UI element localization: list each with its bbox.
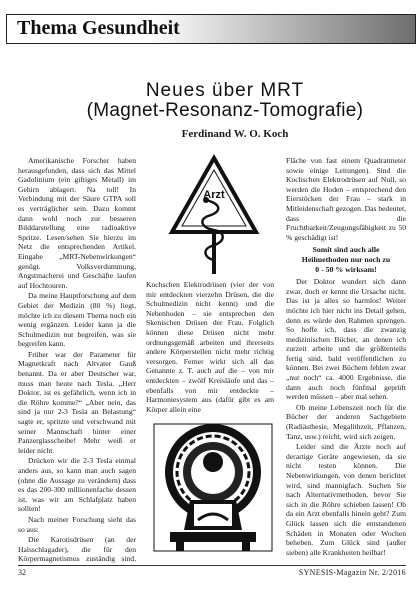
subheading-line: Heilmethoden nur noch zu xyxy=(301,254,391,264)
text-column-2 xyxy=(146,280,274,418)
page-number: 32 xyxy=(18,568,26,577)
mri-scanner-illustration xyxy=(150,420,276,555)
subheading-line: 0 - 50 % wirksam! xyxy=(315,264,377,274)
magazine-issue: SYNESIS-Magazin Nr. 2/2016 xyxy=(298,568,406,577)
paragraph: Nach meiner Forschung sieht das so aus: xyxy=(18,514,136,534)
patient-head-icon xyxy=(203,452,223,472)
paragraph: Amerikanische Forscher haben herausgefunden, dass sich das Mittel Gadolinium (ein giftiges Metall) im Gehirn ablagert. Na toll! In Verbindung mit der Säure GTPA soll es verträglicher sein. Dazu kommt dann wohl noch zur besseren Bilddarstellung eine radioaktive Spritze. Lesen/sehen Sie hierzu im Netz die entsprechenden Artikel. Eingabe „MRT-Nebenwirkungen“ genügt. Volksverdummung, Angstmacherei und Geschäfte laufen auf Hochtouren. xyxy=(18,156,136,290)
section-title: Thema Gesundheit xyxy=(17,17,180,39)
subheading xyxy=(286,245,406,274)
text-column-1 xyxy=(18,156,136,564)
doctor-warning-sign-illustration xyxy=(168,150,260,276)
article-author: Ferdinand W. O. Koch xyxy=(181,128,289,140)
text-column-3 xyxy=(286,156,406,556)
paragraph: Drücken wir die 2-3 Tesla einmal anders aus, so kann man auch sagen (ohne die Aussage zu verändern) dass es das 200-300 millionenfache dessen ist, was wir am Schlafplatz haben sollten! xyxy=(18,456,136,514)
paragraph: Der Doktor wundert sich dann zwar, doch er kennt die Ursache nicht. Das ist ja alles so harmlos! Weiter möchte ich hier nicht ins Detail gehen, denn es würde den Rahmen sprengen. So hoffe ich, dass die zwanzig medizinischen Bücher, an denen ich zurzeit arbeite und die größtenteils fertig sind, bald veröffentlichen zu können. Bei zwei Büchern fehlen zwar „nur noch“ ca. 4000 Ergebnisse, die dann auch noch fünfmal geprüft werden müssen – aber mal sehen. xyxy=(286,277,406,402)
footer-divider xyxy=(18,565,406,566)
paragraph: Da meine Hauptforschung auf dem Gebiet der Medizin (80 %) liegt, möchte ich zu diesem Thema noch ein wenig ergänzen. Leider kann ja die Schulmedizin nur begreifen, was sie begreifen kann. xyxy=(18,291,136,349)
sign-post xyxy=(212,232,216,274)
paragraph: Fläche von fast einem Quadratmeter sowie einige Leitungen). Sind die Kochschen Elektrodrüsen auf Null, so werden die Hoden – entsprechend den Eierstöcken der Frau – stark in Mitleidenschaft gezogen. Das bedeutet, dass die Fruchtbarkeit/Zeugungsfähigkeit zu 50 % geschädigt ist! xyxy=(286,156,406,242)
article-title: Neues über MRT xyxy=(145,80,305,101)
paragraph: Ob meine Lebenszeit noch für die Bücher der anderen Sachgebiete (Radiästhesie, Megalithzeit, Pflanzen, Tanz, usw.) reicht, wird sich zeigen. xyxy=(286,402,406,441)
sign-label: Arzt xyxy=(203,189,225,201)
paragraph: Früher war der Parameter für Magnetkraft nach Altvater Gauß benannt. Da er aber Deutscher war, muss man heute nach Tesla. „Herr Doktor, ist es gefährlich, wenn ich in die Röhre komme?“ „Aber nein, das sind ja nur 2-3 Tesla an Belastung“ sagte er, spritzte und verschwand mit seiner Mannschaft hinter einer Panzerglasscheibe! Mehr weiß er leider nicht. xyxy=(18,349,136,455)
subheading-line: Somit sind auch alle xyxy=(312,245,380,255)
paragraph: Kochschen Elektrodrüsen (vier der von mir entdeckten vierzehn Drüsen, die die Schulmedizin nicht kennt) und die Nebenhoden – sie entsprechen den Skenischen Drüsen der Frau. Folglich können diese Drüsen nicht mehr ordnungsgemäß arbeiten und ihrerseits andere Körperstellen nicht mehr richtig versorgen. Ferner wirkt sich all das Genannte z. T. auch auf die – von mir entdeckten – zwölf Kreisläufe und das – ebenfalls von mir entdeckte – Harmoniesystem aus (dafür gibt es am Körper allein eine xyxy=(146,280,274,414)
paragraph: Leider sind die Ärzte noch auf derartige Geräte angewiesen, da sie nicht testen können. Die Nebenwirkungen, von denen berichtet wird, sind mannigfach. Suchen Sie nach Alternativmethoden, bevor Sie sich in die Röhre schieben lassen! Ob da ein Arzt ebenfalls hinein geht? Zum Glück lassen sich die entstandenen Schäden in Monaten oder Wochen beheben. Zum Glück sind (außer sieben) alle Krankheiten heilbar! xyxy=(286,442,406,556)
paragraph: Die Karotisdrüsen (an der Halsschlagader), die für den Körpermagnetismus zuständig sind, xyxy=(18,535,136,564)
article-subtitle: (Magnet-Resonanz-Tomografie) xyxy=(86,100,364,121)
section-banner xyxy=(6,14,416,44)
